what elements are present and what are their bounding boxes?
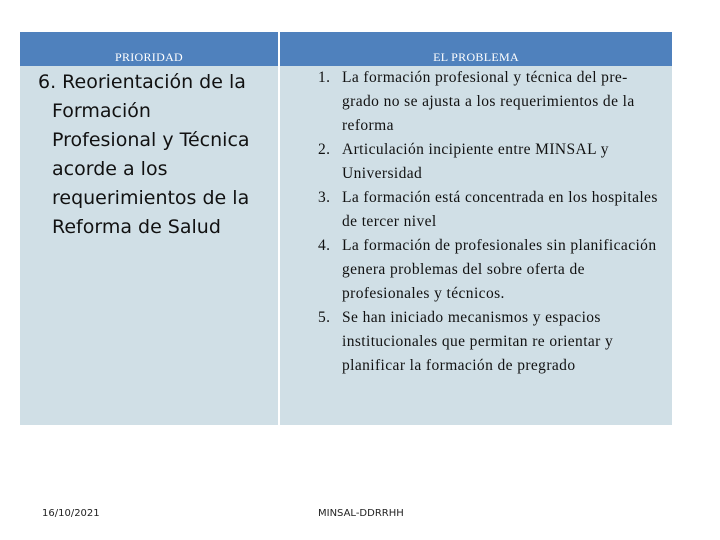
- priority-line: Formación: [52, 100, 151, 122]
- problem-item: [318, 306, 666, 378]
- header-el-problema: EL PROBLEMA: [280, 32, 672, 66]
- problem-number: 2.: [318, 141, 331, 158]
- priority-text: [20, 66, 278, 242]
- problem-number: 1.: [318, 69, 331, 86]
- priority-problem-table: [20, 32, 672, 425]
- problem-item: [318, 66, 666, 138]
- priority-line: Reforma de Salud: [52, 216, 221, 238]
- footer-organization: MINSAL-DDRRHH: [318, 508, 404, 519]
- table-body-row: [20, 66, 672, 425]
- problem-number: 5.: [318, 309, 331, 326]
- priority-line: Profesional y Técnica: [52, 129, 250, 151]
- priority-line: requerimientos de la: [52, 187, 250, 209]
- problem-text: La formación profesional y técnica del pre- grado no se ajusta a los requerimientos de la reforma: [342, 69, 635, 134]
- table-header-row: [20, 32, 672, 66]
- problem-text: Articulación incipiente entre MINSAL y Universidad: [342, 141, 609, 182]
- problem-text: Se han iniciado mecanismos y espacios institucionales que permitan re orientar y planificar la formación de pregrado: [342, 309, 614, 374]
- header-prioridad: PRIORIDAD: [20, 32, 278, 66]
- problem-text: La formación de profesionales sin planificación genera problemas del sobre oferta de profesionales y técnicos.: [342, 237, 657, 302]
- problem-item: [318, 234, 666, 306]
- priority-line: 6. Reorientación de la: [38, 71, 246, 93]
- problem-cell: [280, 66, 672, 425]
- problem-list: [280, 66, 672, 378]
- problem-number: 3.: [318, 189, 331, 206]
- priority-cell: [20, 66, 278, 425]
- priority-line: acorde a los: [52, 158, 168, 180]
- problem-text: La formación está concentrada en los hospitales de tercer nivel: [342, 189, 658, 230]
- problem-number: 4.: [318, 237, 331, 254]
- footer-date: 16/10/2021: [42, 508, 100, 519]
- problem-item: [318, 138, 666, 186]
- problem-item: [318, 186, 666, 234]
